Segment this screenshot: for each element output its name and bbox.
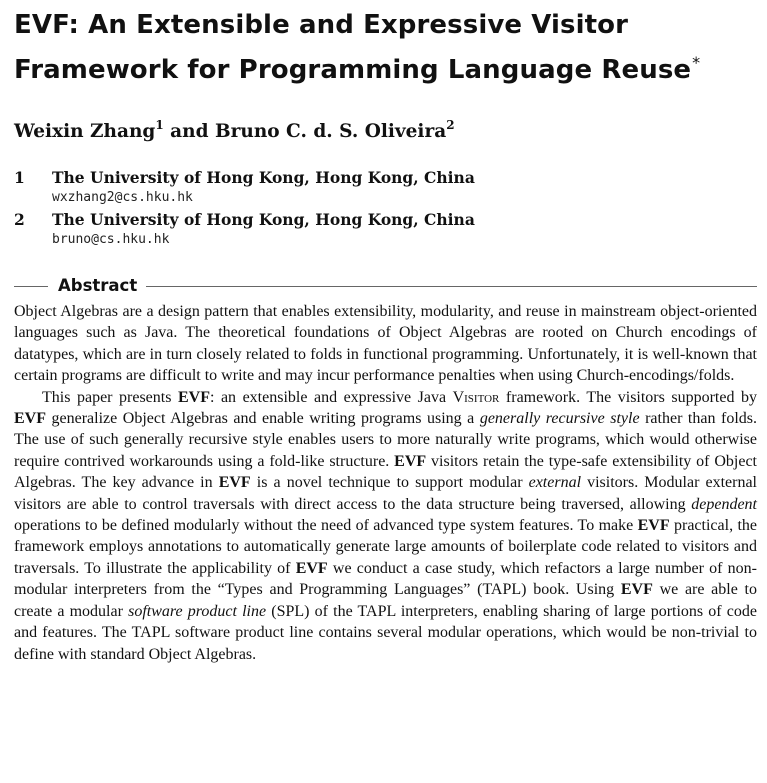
affiliation-name: The University of Hong Kong, Hong Kong, China (52, 168, 475, 187)
affiliation-name: The University of Hong Kong, Hong Kong, China (52, 210, 475, 229)
evf-name: EVF (620, 581, 653, 599)
abstract-header (14, 275, 757, 297)
evf-name: EVF (394, 452, 427, 470)
evf-name: EVF (177, 388, 210, 406)
evf-name: EVF (14, 410, 46, 428)
abstract-paragraph-2: This paper presents EVF: an extensible and expressive Java Visitor framework. The visitors supported by EVF generalize Object Algebras and enable writing programs using a generally recursive style rather than folds. The use of such generally recursive style enables users to more naturally write programs, which would otherwise require contrived workarounds using a fold-like structure. EVF visitors retain the type-safe extensibility of Object Algebras. The key advance in EVF is a novel technique to support modular external visitors. Modular external visitors are able to control traversals with direct access to the data structure being traversed, allowing dependent operations to be defined modularly without the need of advanced type system features. To make EVF practical, the framework employs annotations to automatically generate large amounts of boilerplate code related to visitors and traversals. To illustrate the applicability of EVF we conduct a case study, which refactors a large number of non-modular interpreters from the “Types and Programming Languages” (TAPL) book. Using EVF we are able to create a modular software product line (SPL) of the TAPL interpreters, enabling sharing of large portions of code and features. The TAPL software product line contains several modular operations, which would be non-trivial to define with standard Object Algebras. (14, 388, 758, 663)
author-list (14, 112, 757, 145)
title-line-1: EVF: An Extensible and Expressive Visitor (14, 10, 629, 40)
emphasis-text: external (528, 474, 582, 492)
affiliation-number: 1 (14, 168, 25, 187)
emphasis-text: generally recursive style (479, 410, 640, 428)
abstract-rule-left (14, 286, 48, 287)
evf-name: EVF (295, 559, 328, 577)
abstract-rule-right (146, 286, 757, 287)
emphasis-text: software product line (128, 602, 267, 620)
affiliations (14, 167, 757, 248)
abstract-heading: Abstract (58, 276, 138, 295)
affiliation-email: bruno@cs.hku.hk (52, 232, 170, 247)
author-1-affil-mark: 1 (155, 118, 164, 132)
paper-title (14, 0, 757, 89)
author-2: Bruno C. d. S. Oliveira (214, 121, 447, 142)
visitor-smallcaps: Visitor (452, 388, 500, 406)
affiliation-1 (14, 167, 757, 206)
affiliation-email: wxzhang2@cs.hku.hk (52, 190, 193, 205)
author-conjunction: and (170, 121, 209, 142)
affiliation-2 (14, 209, 757, 248)
emphasis-text: dependent (691, 495, 757, 513)
abstract-paragraph-1: Object Algebras are a design pattern that enables extensibility, modularity, and reuse in mainstream object-oriented languages such as Java. The theoretical foundations of Object Algebras are rooted on Church encodings of datatypes, which are in turn closely related to folds in functional programming. Unfortunately, it is well-known that certain programs are difficult to write and may incur performance penalties when using Church-encodings/folds. (14, 303, 757, 385)
title-footnote-mark: * (692, 53, 701, 72)
affiliation-number: 2 (14, 210, 25, 229)
abstract-body (14, 301, 757, 665)
title-line-2: Framework for Programming Language Reuse (14, 55, 692, 85)
author-1: Weixin Zhang (14, 121, 156, 142)
evf-name: EVF (637, 517, 670, 535)
evf-name: EVF (218, 474, 251, 492)
author-2-affil-mark: 2 (446, 118, 455, 132)
